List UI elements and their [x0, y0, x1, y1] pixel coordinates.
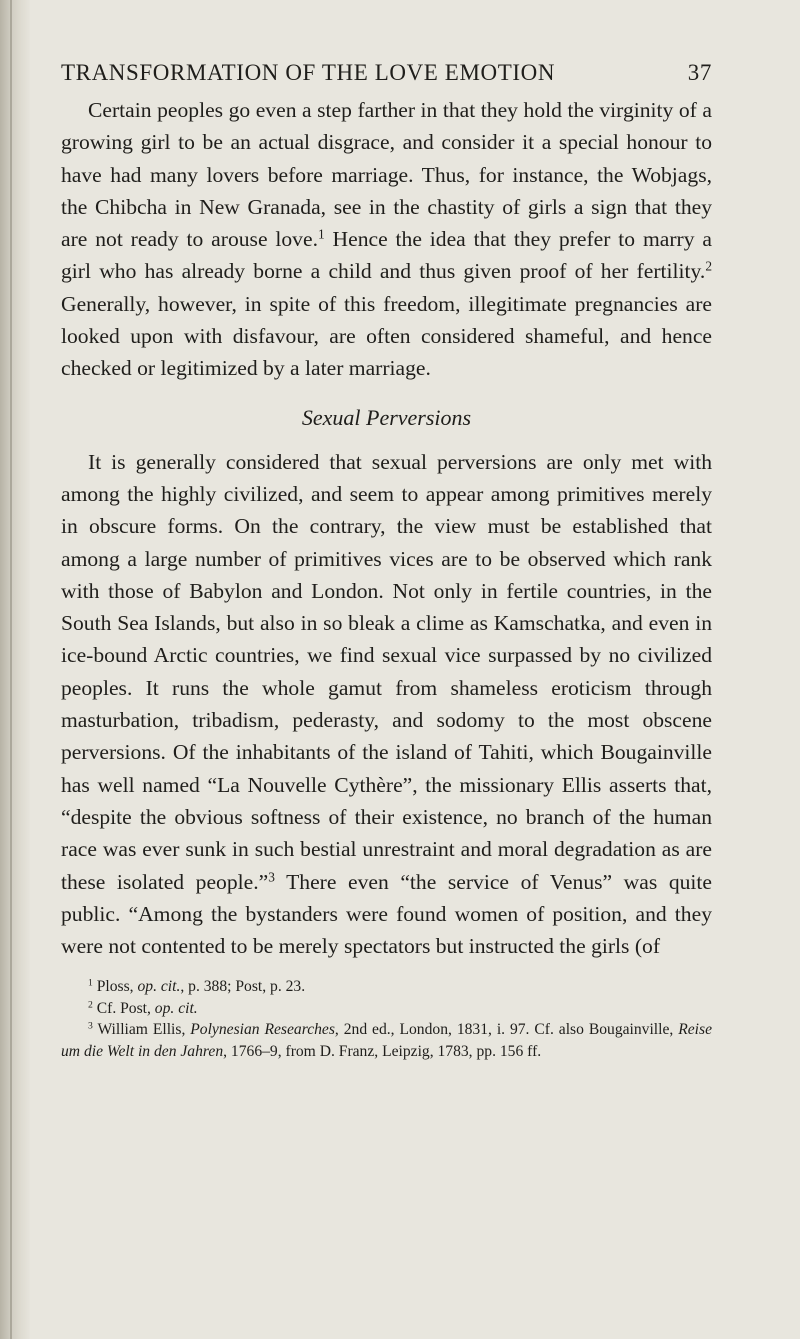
paragraph-perversions: It is generally considered that sexual perversions are only met with among the highly civilized, and seem to appear among primitives merely in obscure forms. On the contrary, the view must be established that among a large number of primitives vices are to be observed which rank with those of Babylon and London. Not only in fertile countries, in the South Sea Islands, but also in so bleak a clime as Kamschatka, and even in ice-bound Arctic countries, we find sexual vice surpassed by no civilized peoples. It runs the whole gamut from shameless eroticism through masturbation, tribadism, pederasty, and sodomy to the most obscene perversions. Of the inhabitants of the island of Tahiti, which Bougainville has well named “La Nouvelle Cythère”, the missionary Ellis asserts that, “despite the obvious softness of their existence, no branch of the human race was ever sunk in such bestial unrestraint and moral degradation as are these isolated people.”$^3$ There even “the service of Venus” was quite public. “Among the bystanders were found women of position, and they were not contented to be merely spectators but instructed the girls (of [61, 449, 712, 959]
footnote-1: $^1$ Ploss, op. cit., p. 388; Post, p. 23. [88, 978, 306, 996]
body-text [61, 94, 712, 962]
paragraph-virginity: Certain peoples go even a step farther in that they hold the virginity of a growing girl to be an actual disgrace, and consider it a special honour to have had many lovers before marriage. Thus, for instance, the Wobjags, the Chibcha in New Granada, see in the chastity of girls a sign that they are not ready to arouse love.$^1$ Hence the idea that they prefer to marry a girl who has already borne a child and thus given proof of her fertility.$^2$ Generally, however, in spite of this freedom, illegitimate pregnancies are looked upon with disfavour, are often considered shameful, and hence checked or legitimized by a later marriage. [61, 98, 712, 381]
book-page [61, 58, 712, 1062]
footnote-3: $^3$ William Ellis, Polynesian Researches, 2nd ed., London, 1831, i. 97. Cf. also Bougainville, Reise um die Welt in den Jahren, 1766–9, from D. Franz, Leipzig, 1783, pp. 156 ff. [61, 1021, 712, 1060]
footnotes [61, 976, 712, 1062]
footnote-2: $^2$ Cf. Post, op. cit. [88, 999, 198, 1017]
section-heading: Sexual Perversions [301, 404, 472, 430]
footnote-ref-1: 1 [317, 226, 325, 242]
running-head-title: TRANSFORMATION OF THE LOVE EMOTION [61, 60, 556, 85]
footnote-ref-2: 2 [705, 259, 712, 275]
page-gutter-shadow [0, 0, 30, 1339]
running-head [61, 58, 712, 88]
binding-edge [10, 0, 12, 1339]
footnote-ref-3: 3 [268, 869, 275, 885]
page-number: 37 [687, 60, 712, 85]
